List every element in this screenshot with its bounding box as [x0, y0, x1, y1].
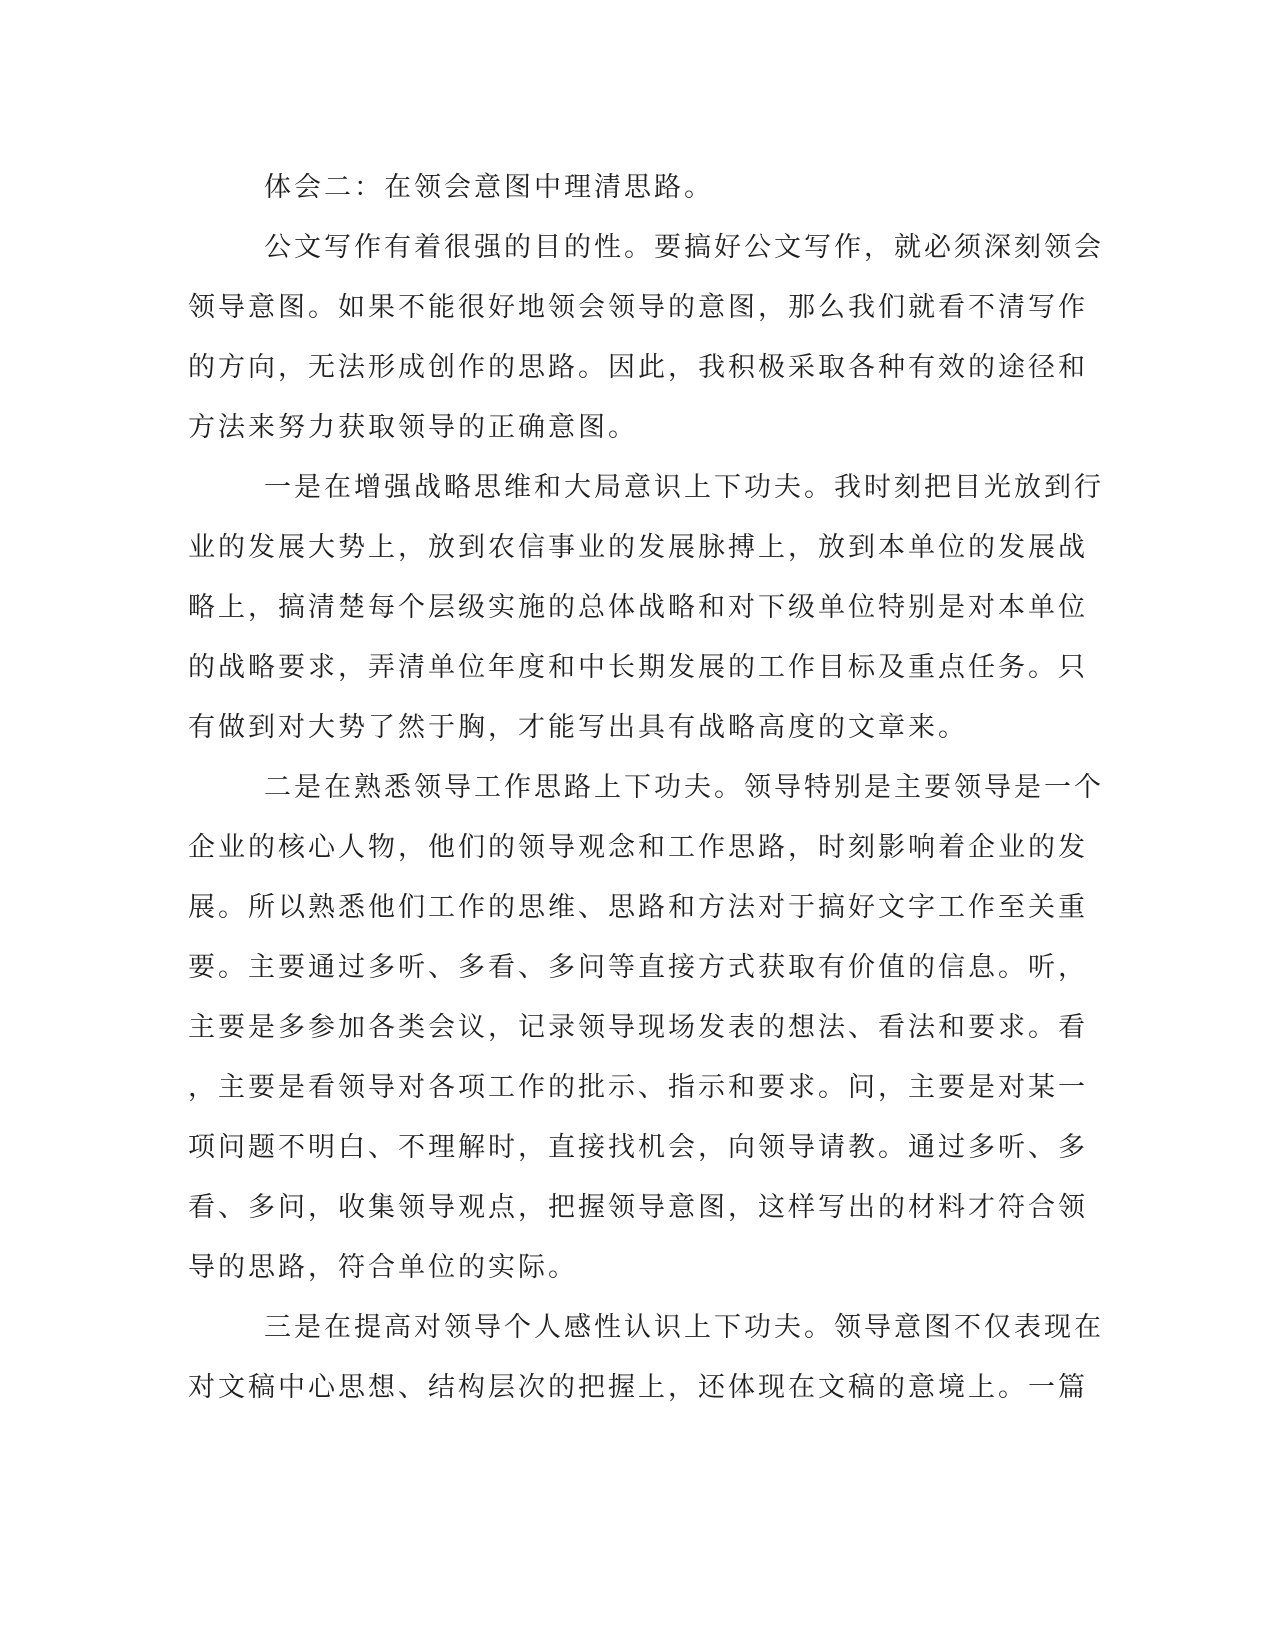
text-line: 二是在熟悉领导工作思路上下功夫。领导特别是主要领导是一个: [264, 772, 1104, 803]
section-heading: [188, 158, 1066, 218]
text-line: 导的思路，符合单位的实际。: [188, 1252, 578, 1283]
text-line: 公文写作有着很强的目的性。要搞好公文写作，就必须深刻领会: [264, 232, 1104, 263]
paragraph-3: [188, 758, 1104, 1298]
text-line: 方法来努力获取领导的正确意图。: [188, 412, 638, 443]
text-line: 企业的核心人物，他们的领导观念和工作思路，时刻影响着企业的发: [188, 832, 1088, 863]
text-line: 业的发展大势上，放到农信事业的发展脉搏上，放到本单位的发展战: [188, 532, 1088, 563]
paragraph-2: [188, 458, 1104, 758]
text-line: 要。主要通过多听、多看、多问等直接方式获取有价值的信息。听，: [188, 952, 1088, 983]
text-line: 看、多问，收集领导观点，把握领导意图，这样写出的材料才符合领: [188, 1192, 1088, 1223]
text-line: 有做到对大势了然于胸，才能写出具有战略高度的文章来。: [188, 712, 968, 743]
text-line: 三是在提高对领导个人感性认识上下功夫。领导意图不仅表现在: [264, 1312, 1104, 1343]
paragraph-1: [188, 218, 1104, 458]
text-line: 项问题不明白、不理解时，直接找机会，向领导请教。通过多听、多: [188, 1132, 1088, 1163]
text-line: 体会二：在领会意图中理清思路。: [264, 172, 714, 203]
text-line: 领导意图。如果不能很好地领会领导的意图，那么我们就看不清写作: [188, 292, 1088, 323]
text-line: 展。所以熟悉他们工作的思维、思路和方法对于搞好文字工作至关重: [188, 892, 1088, 923]
text-line: 的战略要求，弄清单位年度和中长期发展的工作目标及重点任务。只: [188, 652, 1088, 683]
text-line: 一是在增强战略思维和大局意识上下功夫。我时刻把目光放到行: [264, 472, 1104, 503]
text-line: 略上，搞清楚每个层级实施的总体战略和对下级单位特别是对本单位: [188, 592, 1088, 623]
text-line: 对文稿中心思想、结构层次的把握上，还体现在文稿的意境上。一篇: [188, 1372, 1088, 1403]
paragraph-4: [188, 1298, 1104, 1418]
text-line: 主要是多参加各类会议，记录领导现场发表的想法、看法和要求。看: [188, 1012, 1088, 1043]
document-body: [188, 158, 1104, 1418]
text-line: 的方向，无法形成创作的思路。因此，我积极采取各种有效的途径和: [188, 352, 1088, 383]
text-line: ，主要是看领导对各项工作的批示、指示和要求。问，主要是对某一: [188, 1072, 1088, 1103]
